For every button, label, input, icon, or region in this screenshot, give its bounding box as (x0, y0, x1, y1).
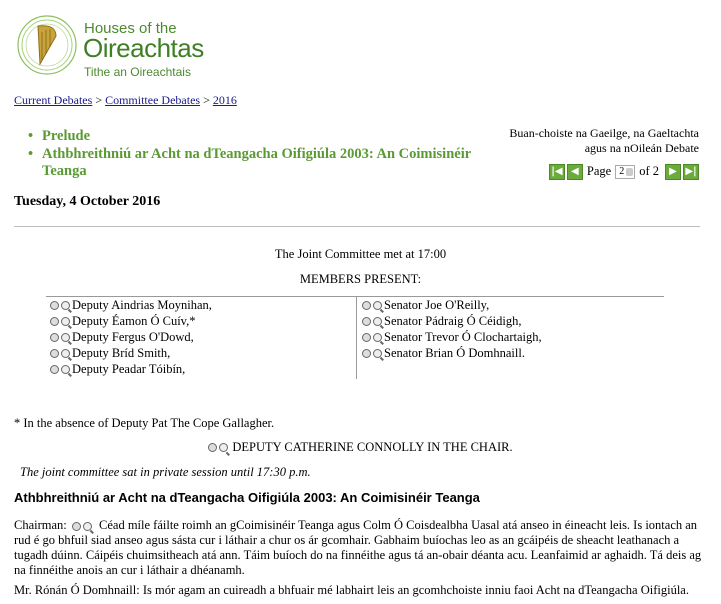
harp-logo-icon (16, 12, 78, 78)
members-present-heading: MEMBERS PRESENT: (299, 272, 422, 286)
search-icon[interactable] (61, 349, 70, 358)
search-icon[interactable] (373, 301, 382, 310)
member-name: Senator Trevor Ó Clochartaigh, (384, 329, 542, 344)
committee-name-line-2: agus na nOileán Debate (584, 141, 699, 155)
info-icon[interactable] (72, 522, 81, 531)
last-page-icon[interactable]: ▶| (683, 164, 699, 180)
member-row (358, 313, 664, 329)
private-session-note: The joint committee sat in private session until 17:30 p.m. (20, 465, 311, 479)
search-icon[interactable] (83, 522, 92, 531)
member-name: Senator Joe O'Reilly, (384, 297, 490, 312)
page-total: of 2 (639, 164, 659, 178)
info-icon[interactable] (362, 333, 371, 342)
member-row (46, 345, 356, 361)
info-icon[interactable] (208, 443, 217, 452)
breadcrumb (14, 93, 237, 108)
member-name: Deputy Aindrias Moynihan, (72, 297, 212, 312)
info-icon[interactable] (50, 365, 59, 374)
breadcrumb-2016[interactable]: 2016 (212, 93, 237, 107)
breadcrumb-separator: > (95, 93, 103, 107)
search-icon[interactable] (61, 365, 70, 374)
members-table (46, 296, 664, 378)
oireachtas-logo[interactable] (16, 12, 246, 82)
debate-link-label: Prelude (42, 128, 91, 144)
members-senators-column (358, 297, 664, 361)
debate-contents-list (28, 128, 498, 181)
logo-line-1: Houses of the (84, 20, 177, 37)
search-icon[interactable] (219, 443, 228, 452)
member-name: Deputy Peadar Tóibín, (72, 361, 186, 376)
pager (547, 163, 699, 180)
committee-name-line-1: Buan-choiste na Gaeilge, na Gaeltachta (509, 126, 699, 140)
debate-link-prelude[interactable] (28, 128, 498, 145)
info-icon[interactable] (50, 317, 59, 326)
member-row (358, 345, 664, 361)
meeting-start: The Joint Committee met at 17:00 (274, 247, 447, 261)
search-icon[interactable] (373, 333, 382, 342)
search-icon[interactable] (61, 317, 70, 326)
chair-text: DEPUTY CATHERINE CONNOLLY IN THE CHAIR. (232, 440, 513, 454)
logo-line-3: Tithe an Oireachtais (84, 65, 191, 79)
member-name: Senator Pádraig Ó Céidigh, (384, 313, 522, 328)
page-label: Page (586, 164, 612, 178)
member-row (46, 313, 356, 329)
logo-line-2: Oireachtas (83, 33, 204, 63)
absence-note: * In the absence of Deputy Pat The Cope Gallagher. (14, 416, 275, 430)
breadcrumb-separator: > (203, 93, 210, 107)
info-icon[interactable] (50, 301, 59, 310)
divider (14, 226, 700, 227)
info-icon[interactable] (50, 333, 59, 342)
chair-line (0, 440, 721, 455)
debate-date: Tuesday, 4 October 2016 (14, 194, 161, 209)
first-page-icon[interactable]: |◀ (549, 164, 565, 180)
debate-link-label: Athbhreithniú ar Acht na dTeangacha Oifigiúla 2003: An Coimisinéir Teanga (42, 146, 471, 179)
speech-text: Céad míle fáilte roimh an gCoimisinéir Teanga agus Colm Ó Coisdealbha Uasal atá anseo in éineacht leis. Is iontach an rud é go bhfuil siad anseo agus sásta cur i láthair a chur os ár gcomhair. Gabhaim buíochas leo as an gcáipéis de sheacht leathanach a tugadh dúinn. Cáipéis chuimsitheach atá ann. Táim buíoch do na finnéithe agus tá an-obair déanta acu. Leanfaimid ar aghaidh. Tá deis ag na finnéithe anois an cur i láthair a dhéanamh. (14, 518, 702, 577)
members-deputies-column (46, 297, 357, 379)
speaker-name: Chairman: (14, 518, 67, 532)
section-heading: Athbhreithniú ar Acht na dTeangacha Oifigiúla 2003: An Coimisinéir Teanga (14, 490, 480, 505)
member-name: Deputy Bríd Smith, (72, 345, 171, 360)
committee-name (459, 126, 699, 156)
next-page-icon[interactable]: ▶ (665, 164, 681, 180)
member-name: Senator Brian Ó Domhnaill. (384, 345, 525, 360)
search-icon[interactable] (373, 317, 382, 326)
breadcrumb-committee-debates[interactable]: Committee Debates (105, 93, 201, 107)
member-row (46, 329, 356, 345)
info-icon[interactable] (362, 349, 371, 358)
search-icon[interactable] (61, 301, 70, 310)
member-row (46, 361, 356, 377)
member-name: Deputy Éamon Ó Cuív,* (72, 313, 196, 328)
speech-paragraph: Mr. Rónán Ó Domhnaill: Is mór agam an cuireadh a bhfuair mé labhairt leis an gcomhchoiste inniu faoi Acht na dTeangacha Oifigiúla. (14, 583, 689, 597)
member-row (358, 329, 664, 345)
info-icon[interactable] (362, 317, 371, 326)
search-icon[interactable] (373, 349, 382, 358)
info-icon[interactable] (50, 349, 59, 358)
member-name: Deputy Fergus O'Dowd, (72, 329, 194, 344)
search-icon[interactable] (61, 333, 70, 342)
member-row (358, 297, 664, 313)
previous-page-icon[interactable]: ◀ (567, 164, 583, 180)
debate-link-coimisineir[interactable] (28, 146, 498, 180)
member-row (46, 297, 356, 313)
page-number-select[interactable]: 2 (615, 165, 635, 179)
speech-paragraph (14, 518, 704, 578)
info-icon[interactable] (362, 301, 371, 310)
breadcrumb-current-debates[interactable]: Current Debates (14, 93, 93, 107)
